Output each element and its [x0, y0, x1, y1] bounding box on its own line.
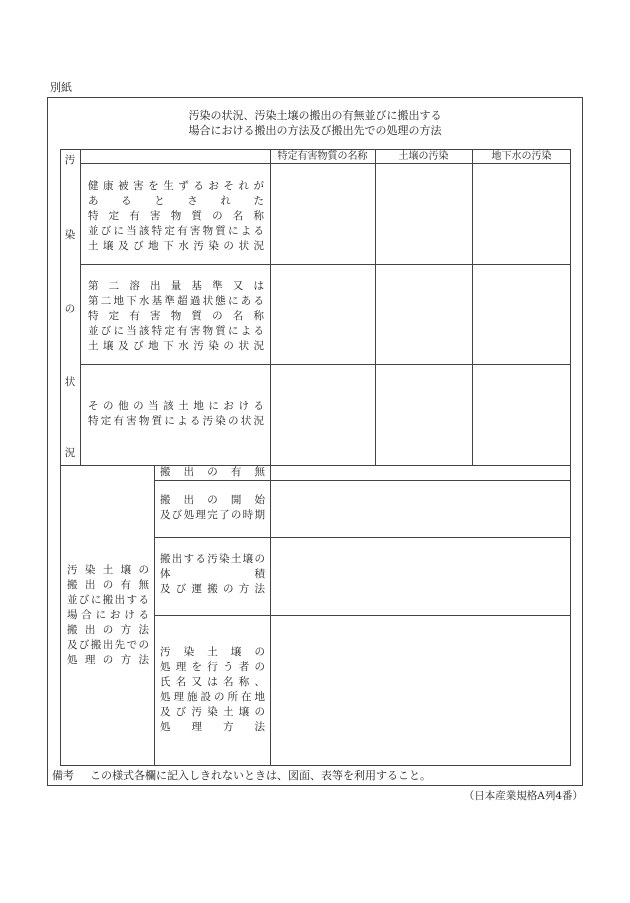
column-header-soil: 土壌の汚染 [398, 151, 449, 162]
status-row2-line3: 特定有害物質の名称 [88, 310, 264, 322]
column-header-substance: 特定有害物質の名称 [277, 151, 368, 162]
status-side-char-1: 汚 [64, 154, 76, 166]
removal-row3-line3: 及び運搬の方法 [160, 583, 265, 595]
status-row2-line2: 第二地下水基準超過状態にある [88, 295, 264, 307]
removal-side-line1: 汚染土壌の [67, 564, 149, 576]
status-row3-line1: その他の当該土地における [88, 400, 264, 412]
status-row1-line5: 土壌及び地下水汚染の状況 [88, 240, 264, 252]
status-row2-line5: 土壌及び地下水汚染の状況 [88, 340, 264, 352]
removal-side-line7: 処理の方法 [67, 654, 149, 666]
status-side-char-3: の [64, 303, 76, 315]
status-side-char-4: 状 [64, 376, 76, 388]
status-row1-line2: あ る と さ れ た [88, 195, 264, 207]
status-row1-line1: 健康被害を生ずるおそれが [88, 180, 264, 192]
removal-side-line5: 搬出の方法 [67, 624, 149, 636]
status-side-char-5: 況 [64, 447, 76, 459]
column-header-groundwater: 地下水の汚染 [491, 151, 552, 162]
status-row3-line2: 特定有害物質による汚染の状況 [88, 415, 264, 427]
status-row1-line4: 並びに当該特定有害物質による [88, 225, 264, 237]
footer-note: （日本産業規格A列4番） [463, 790, 583, 802]
status-row2-line1: 第二溶出量基準又は [88, 280, 264, 292]
removal-row4-line2: 処理を行う者の [160, 661, 265, 673]
status-side-char-2: 染 [64, 229, 76, 241]
form-title-line1: 汚染の状況、汚染土壌の搬出の有無並びに搬出する [188, 109, 442, 122]
removal-row3-line1: 搬出する汚染土壌の [160, 553, 265, 565]
removal-side-line2: 搬出の有無 [67, 579, 149, 591]
removal-row3-line2: 体 積 [160, 568, 265, 580]
removal-row4-line5: 及び汚染土壌の [160, 706, 265, 718]
removal-row4-line3: 氏名又は名称、 [160, 676, 265, 688]
removal-side-line4: 場合における [67, 609, 149, 621]
removal-row2-line1: 搬出の開始 [160, 494, 265, 506]
form-title-line2: 場合における搬出の方法及び搬出先での処理の方法 [188, 124, 442, 137]
status-row2-line4: 並びに当該特定有害物質による [88, 325, 264, 337]
removal-side-line6: 及び搬出先での [67, 639, 149, 651]
remarks-text: この様式各欄に記入しきれないときは、図面、表等を利用すること。 [90, 769, 431, 782]
removal-side-line3: 並びに搬出する [67, 594, 149, 606]
heading-label: 別紙 [50, 81, 72, 94]
removal-row4-line1: 汚染土壌の [160, 646, 265, 658]
removal-row4-line6: 処理方法 [160, 721, 265, 733]
removal-row2-line2: 及び処理完了の時期 [160, 509, 265, 521]
removal-row1-line1: 搬出の有無 [160, 466, 265, 478]
remarks-label: 備考 [52, 769, 74, 782]
status-row1-line3: 特定有害物質の名称 [88, 210, 264, 222]
removal-row4-line4: 処理施設の所在地 [160, 691, 265, 703]
